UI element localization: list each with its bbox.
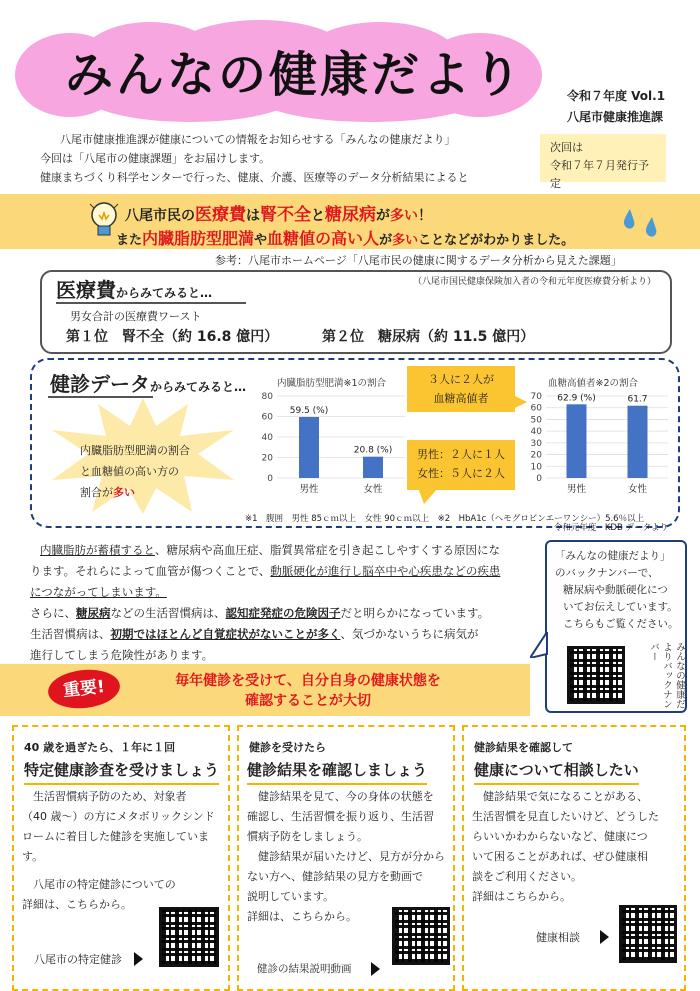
column-line: 説明しています。 — [247, 890, 335, 903]
checkup-heading — [50, 368, 246, 397]
chart-category-label: 男性 — [299, 484, 319, 495]
column-line: いて困ることがあれば、ぜひ健康相 — [472, 850, 648, 863]
hl-text: が — [379, 233, 393, 248]
chart-data-label: 61.7 — [627, 394, 648, 405]
column-body — [247, 787, 452, 927]
intro-line: 健康まちづくり科学センターで行った、健康、介護、医療等のデータ分析結果によると — [40, 171, 469, 184]
heading-underline — [56, 302, 246, 304]
column-kicker: 健診結果を確認して — [474, 741, 573, 754]
star-line: 内臓脂肪型肥満の割合 — [80, 444, 190, 457]
star-line: 割合が — [80, 486, 113, 499]
callout-pointer — [418, 488, 438, 504]
arrow-right-icon — [134, 952, 143, 966]
hl-keyword: 多い — [390, 208, 418, 224]
intro-line: 八尾市健康推進課が健康についての情報をお知らせする「みんなの健康だより」 — [60, 133, 456, 146]
chart-data-label: 62.9 (%) — [557, 393, 596, 404]
heading-keyword: 医療費 — [56, 278, 116, 302]
column-line: 詳細は、こちらから。 — [247, 910, 357, 923]
chart-y-tick-label: 20 — [261, 453, 273, 464]
column-line: 生活習慣を見直したいけど、どうした — [472, 810, 659, 823]
medical-cost-sub: 男女合計の医療費ワースト — [70, 310, 202, 323]
reference-note: 参考：八尾市ホームページ「八尾市民の健康に関するデータ分析から見えた課題」 — [215, 254, 622, 267]
body-underlined: につながってしまいます。 — [30, 585, 167, 599]
link-label[interactable]: 八尾市の特定健診 — [34, 953, 122, 966]
chart-data-label: 59.5 (%) — [289, 406, 329, 417]
important-message — [148, 671, 468, 711]
arrow-right-icon — [371, 962, 380, 976]
backnumber-line: こちらもご覧ください。 — [563, 618, 679, 630]
column-check-results — [237, 725, 455, 991]
body-span: 、糖尿病や高血圧症、脂質異常症を引き起こしやすくする原因にな — [155, 543, 500, 557]
body-span: 、気づかないうちに病気が — [340, 627, 479, 641]
link-label[interactable]: 健診の結果説明動画 — [257, 963, 352, 975]
column-line: 詳細は、こちらから。 — [22, 898, 132, 911]
star-keyword: 多い — [113, 486, 135, 499]
body-span: などの生活習慣病は、 — [110, 606, 226, 620]
backnumber-vertical-label: みんなの健康だよりバックナンバー — [648, 642, 685, 709]
chart-y-tick-label: 60 — [530, 403, 542, 414]
heading-suffix: からみてみると… — [116, 286, 213, 300]
column-line: らいいかわからないなど、健康につ — [472, 830, 648, 843]
column-line: 詳細はこちらから。 — [472, 890, 571, 903]
star-line: と血糖値の高い方の — [80, 465, 179, 478]
medical-cost-box — [40, 270, 672, 354]
chart-category-label: 男性 — [566, 484, 587, 495]
hl-keyword: 腎不全 — [260, 205, 311, 225]
body-underlined: 内臓脂肪が蓄積すると — [40, 543, 155, 557]
rank-2: 第２位 糖尿病（約 11.5 億円） — [322, 329, 535, 345]
backnumber-pointer — [530, 632, 550, 658]
starburst-text — [80, 440, 190, 503]
callout-line: ３人に２人が — [428, 373, 494, 386]
column-body — [472, 787, 684, 907]
chart-bar — [363, 457, 383, 478]
backnumber-line: のバックナンバーで、 — [555, 567, 659, 579]
next-issue-box — [540, 134, 666, 190]
column-specific-checkup — [12, 725, 230, 991]
hl-text: また — [116, 233, 143, 248]
hl-text: と — [311, 208, 325, 224]
body-underlined: 動脈硬化が進行し脳卒中や心疾患などの疾患 — [270, 564, 501, 578]
chart-bar — [567, 404, 587, 478]
backnumber-qr-code[interactable] — [567, 646, 625, 704]
checkup-source: 令和元年度 KDB データより — [553, 523, 668, 533]
chart-y-tick-label: 0 — [536, 474, 542, 484]
column-kicker: 健診を受けたら — [249, 741, 326, 754]
column-line: 慣病予防をしましょう。 — [247, 830, 368, 843]
body-span: 進行してしまう危険性があります。 — [30, 648, 214, 662]
chart-y-tick-label: 0 — [267, 474, 273, 484]
column-line: ロームに着目した健診を実施していま — [22, 830, 209, 843]
next-issue-label: 次回は — [550, 141, 583, 154]
intro-text — [40, 130, 468, 187]
body-keyword: 初期ではほとんど自覚症状がないことが多く — [110, 627, 341, 641]
heading-keyword: 健診データ — [50, 372, 150, 396]
backnumber-box — [545, 540, 687, 713]
hl-keyword: 多い — [392, 233, 419, 248]
hl-text: が — [376, 208, 390, 224]
callout-line: 女性：５人に２人 — [417, 467, 505, 480]
important-badge: 重要! — [46, 666, 122, 711]
column-line: 確認し、生活習慣を振り返り、生活習 — [247, 810, 434, 823]
medical-cost-note: （八尾市国民健康保険加入者の令和元年度医療費分析より） — [412, 277, 656, 287]
hl-text: ！ — [418, 208, 432, 224]
chart-y-tick-label: 40 — [261, 433, 273, 443]
column-line: 談をご利用ください。 — [472, 870, 582, 883]
backnumber-line: いてお伝えしています。 — [563, 601, 678, 613]
column-heading: 健診結果を確認しましょう — [247, 759, 427, 785]
important-line: 毎年健診を受けて、自分自身の健康状態を — [175, 673, 441, 689]
checkup-footnote: ※1 腹囲 男性 85ｃｍ以上 女性 90ｃｍ以上 ※2 HbA1c（ヘモグロビンエーワンシー）5.6％以上 — [245, 514, 645, 524]
chart-y-tick-label: 70 — [530, 392, 542, 402]
column-heading: 特定健康診査を受けましょう — [24, 759, 219, 785]
body-span: 生活習慣病は、 — [30, 627, 111, 641]
hl-keyword: 内臓脂肪型肥満 — [142, 229, 255, 248]
chart-y-tick-label: 50 — [530, 415, 542, 426]
chart-y-tick-label: 30 — [530, 438, 542, 449]
column-line: （40 歳～）の方にメタボリックシンド — [22, 810, 215, 823]
hl-text: ことなどがわかりました。 — [418, 233, 575, 248]
important-line: 確認することが大切 — [245, 693, 371, 709]
body-keyword: 糖尿病 — [76, 606, 111, 620]
column-heading: 健康について相談したい — [474, 759, 639, 785]
chart-bar — [628, 406, 648, 478]
hl-text: 八尾市民の — [125, 208, 195, 224]
issue-info — [567, 86, 665, 128]
chart-visceral-fat — [255, 374, 410, 504]
specific-checkup-qr-code[interactable] — [159, 907, 219, 967]
callout-blood-sugar — [407, 366, 515, 412]
callout-pointer — [513, 395, 527, 409]
body-text — [30, 540, 535, 666]
chart-y-tick-label: 20 — [530, 450, 542, 461]
hl-keyword: 糖尿病 — [325, 205, 376, 225]
column-line: 健診結果が届いたけど、見方が分から — [247, 850, 445, 863]
link-label[interactable]: 健康相談 — [536, 931, 580, 944]
backnumber-line: 糖尿病や動脈硬化につ — [563, 584, 668, 596]
chart-category-label: 女性 — [363, 484, 383, 495]
highlight-line-2 — [116, 226, 574, 249]
chart-category-label: 女性 — [627, 484, 648, 495]
rank-1: 第１位 腎不全（約 16.8 億円） — [66, 329, 279, 345]
hl-text: や — [254, 233, 268, 248]
intro-line: 今回は「八尾市の健康課題」をお届けします。 — [40, 152, 271, 165]
column-body — [22, 787, 227, 915]
department-name: 八尾市健康推進課 — [567, 110, 664, 124]
next-issue-date: 令和７年７月発行予定 — [550, 159, 649, 190]
issue-number: 令和７年度 Vol.1 — [567, 89, 666, 103]
chart-blood-sugar — [520, 374, 670, 504]
chart-bar — [299, 417, 319, 478]
arrow-right-icon — [600, 930, 609, 944]
column-kicker: 40 歳を過ぎたら、１年に１回 — [24, 741, 176, 754]
body-span: さらに、 — [30, 606, 76, 620]
body-keyword: 認知症発症の危険因子 — [225, 606, 341, 620]
column-line: 生活習慣病予防のため、対象者 — [22, 790, 187, 803]
results-video-qr-code[interactable] — [392, 907, 450, 965]
column-line: 八尾市の特定健診についての — [22, 878, 176, 891]
chart-title: 血糖高値者※2の割合 — [548, 378, 639, 389]
chart-y-tick-label: 10 — [530, 462, 542, 473]
page-title: みんなの健康だより — [65, 47, 525, 103]
column-line: 健診結果を見て、今の身体の状態を — [247, 790, 434, 803]
sweat-drops-icon — [618, 205, 668, 245]
chart-title: 内臓脂肪型肥満※1の割合 — [277, 378, 387, 389]
column-health-consult — [462, 725, 686, 991]
medical-cost-heading — [56, 274, 212, 303]
column-line: す。 — [22, 850, 44, 863]
chart-data-label: 20.8 (%) — [353, 445, 393, 456]
callout-line: 血糖高値者 — [433, 392, 489, 405]
column-line: 健診結果で気になることがある、 — [472, 790, 648, 803]
hl-text: は — [246, 208, 260, 224]
highlight-line-1 — [125, 200, 432, 225]
body-span: だと明らかになっています。 — [340, 606, 490, 620]
callout-obesity — [407, 440, 515, 490]
hl-keyword: 医療費 — [195, 205, 246, 225]
chart-y-tick-label: 60 — [261, 412, 273, 423]
heading-suffix: からみてみると… — [150, 380, 247, 394]
body-span: ります。それらによって血管が傷つくことで、 — [30, 564, 271, 578]
hl-keyword: 血糖値の高い人 — [267, 229, 380, 248]
chart-y-tick-label: 80 — [261, 392, 273, 402]
column-line: ない方へ、健診結果の見方を動画で — [247, 870, 423, 883]
callout-line: 男性：２人に１人 — [417, 448, 505, 461]
backnumber-line: 「みんなの健康だより」 — [555, 550, 671, 562]
chart-y-tick-label: 40 — [530, 427, 542, 438]
health-consult-qr-code[interactable] — [619, 905, 677, 963]
